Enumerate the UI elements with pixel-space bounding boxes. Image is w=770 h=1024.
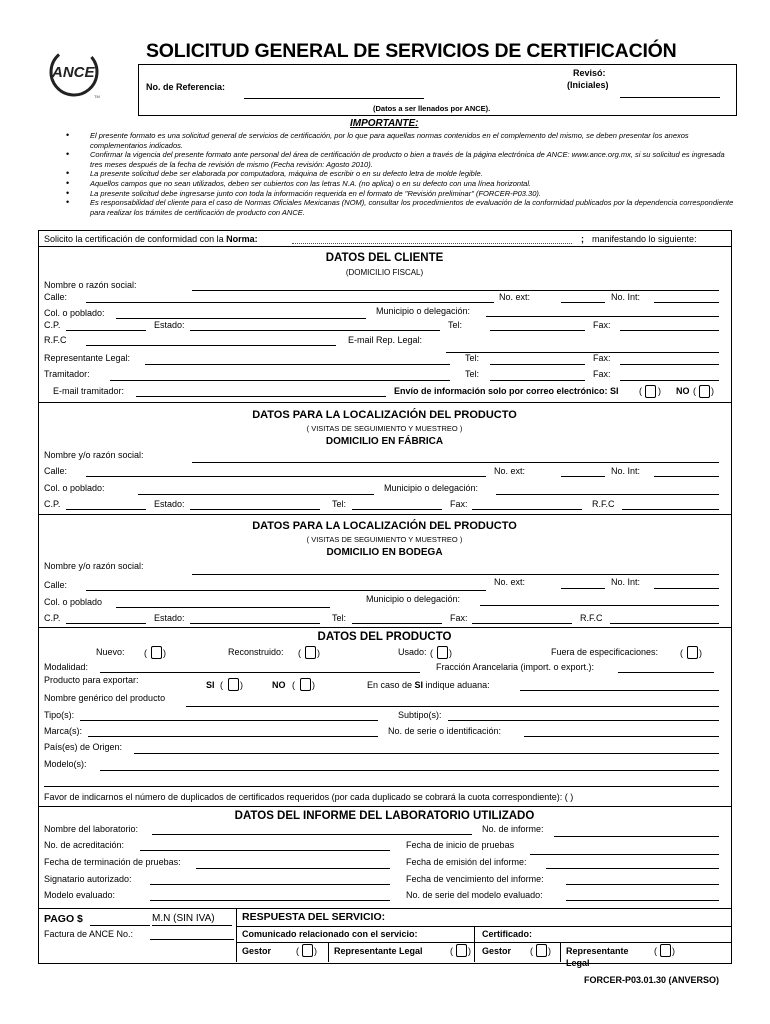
paren: ) — [699, 648, 702, 658]
cert-gestor-label: Gestor — [482, 946, 512, 956]
com-gestor-checkbox[interactable] — [302, 944, 313, 957]
paren: ) — [672, 946, 675, 956]
fabrica-tel-label: Tel: — [332, 499, 347, 509]
com-rep-checkbox[interactable] — [456, 944, 467, 957]
cliente-rep-label: Representante Legal: — [44, 353, 131, 363]
respuesta-title: RESPUESTA DEL SERVICIO: — [242, 911, 386, 923]
paren: ) — [312, 680, 315, 690]
exportar-si-label: SI — [206, 680, 215, 690]
fabrica-estado-input[interactable] — [190, 509, 320, 510]
note-item: • Confirmar la vigencia del presente formato ante personal del área de certificación de producto o bien a través de la página electrónica de ANCE: www.ance.org.mx, si su solicitud es ingresada tres meses después de la fecha de revisión de mismo (Fecha revisión: Agosto 2010). — [66, 150, 736, 169]
duplicados-label: Favor de indicarnos el número de duplicados de certificados requeridos (por cada duplicado se cobrará la cuota correspondiente): ( ) — [44, 792, 574, 802]
fabrica-noint-label: No. Int: — [611, 466, 641, 476]
bodega-noint-label: No. Int: — [611, 577, 641, 587]
fabrica-fax-input[interactable] — [472, 509, 582, 510]
certificado-label: Certificado: — [482, 929, 533, 939]
aduana-label: En caso de SI indique aduana: — [367, 680, 490, 690]
bodega-municipio-input[interactable] — [480, 605, 719, 606]
cert-rep-label-b: Legal — [566, 958, 590, 968]
cliente-rep-input[interactable] — [145, 364, 450, 365]
fabrica-cp-label: C.P. — [44, 499, 61, 509]
subtipos-input[interactable] — [448, 720, 719, 721]
norma-semicolon: ; — [581, 234, 584, 244]
lab-emision-label: Fecha de emisión del informe: — [406, 857, 527, 867]
ref-input[interactable] — [244, 98, 424, 99]
cliente-noext-input[interactable] — [561, 302, 605, 303]
lab-term-label: Fecha de terminación de pruebas: — [44, 857, 181, 867]
envio-label: Envío de información solo por correo electrónico: SI — [394, 386, 619, 396]
exportar-si-checkbox[interactable] — [228, 678, 239, 691]
paren: ) — [449, 648, 452, 658]
bodega-noext-input[interactable] — [561, 588, 605, 589]
bodega-municipio-label: Municipio o delegación: — [366, 594, 461, 604]
aduana-input[interactable] — [520, 690, 719, 691]
cliente-cp-label: C.P. — [44, 320, 61, 330]
fabrica-noint-input[interactable] — [654, 476, 719, 477]
fabrica-title: DATOS PARA LA LOCALIZACIÓN DEL PRODUCTO — [252, 409, 517, 421]
note-item: • El presente formato es una solicitud general de servicios de certificación, por lo que para aquellas normas contenidos en el complemento del mismo, se deben presentar los anexos complementarios indicados. — [66, 131, 736, 150]
modelos-input-2[interactable] — [44, 786, 719, 787]
fabrica-tel-input[interactable] — [352, 509, 442, 510]
reviso-label: Revisó: — [573, 68, 606, 78]
fabrica-municipio-label: Municipio o delegación: — [384, 483, 479, 493]
cliente-noext-label: No. ext: — [499, 292, 531, 302]
norma-label: Solicito la certificación de conformidad con la Norma: — [44, 234, 258, 244]
modalidad-input[interactable] — [100, 672, 420, 673]
fabrica-municipio-input[interactable] — [496, 494, 719, 495]
paren: ( — [144, 648, 147, 658]
cliente-calle-input[interactable] — [86, 302, 494, 303]
com-gestor-label: Gestor — [242, 946, 272, 956]
bodega-calle-input[interactable] — [86, 590, 486, 591]
factura-label: Factura de ANCE No.: — [44, 929, 134, 939]
fraccion-label: Fracción Arancelaria (import. o export.): — [436, 662, 595, 672]
cliente-col-input[interactable] — [116, 318, 366, 319]
cliente-noint-label: No. Int: — [611, 292, 641, 302]
marcas-input[interactable] — [88, 736, 378, 737]
lab-serie-label: No. de serie del modelo evaluado: — [406, 890, 543, 900]
lab-sign-label: Signatario autorizado: — [44, 874, 132, 884]
ance-note: (Datos a ser llenados por ANCE). — [373, 104, 491, 113]
exportar-no-checkbox[interactable] — [300, 678, 311, 691]
norma-tail: manifestando lo siguiente: — [592, 234, 697, 244]
lab-term-input[interactable] — [196, 868, 390, 869]
bodega-estado-input[interactable] — [190, 623, 320, 624]
serie-input[interactable] — [524, 736, 719, 737]
logo-tm: TM — [94, 94, 100, 99]
fabrica-calle-input[interactable] — [86, 476, 486, 477]
paren: ) — [468, 946, 471, 956]
envio-no-label: NO — [676, 386, 690, 396]
lab-nombre-label: Nombre del laboratorio: — [44, 824, 139, 834]
fabrica-sub2: DOMICILIO EN FÁBRICA — [325, 436, 444, 447]
paren: ) — [314, 946, 317, 956]
iniciales-input[interactable] — [620, 97, 720, 98]
bodega-noint-input[interactable] — [654, 588, 719, 589]
reconstruido-checkbox[interactable] — [305, 646, 316, 659]
cliente-calle-label: Calle: — [44, 292, 68, 302]
note-item: • La presente solicitud debe ser elaborada por computadora, máquina de escribir o en su defecto letra de molde legible. — [66, 169, 736, 179]
lab-modelo-label: Modelo evaluado: — [44, 890, 116, 900]
bodega-rfc-label: R.F.C — [580, 613, 603, 623]
modelos-label: Modelo(s): — [44, 759, 87, 769]
lab-inicio-label: Fecha de inicio de pruebas — [406, 840, 515, 850]
fuera-label: Fuera de especificaciones: — [551, 647, 659, 657]
paren: ( — [450, 946, 453, 956]
cliente-estado-input[interactable] — [190, 330, 440, 331]
pais-input[interactable] — [134, 753, 719, 754]
logo-text: ANCE — [52, 64, 95, 81]
bodega-subtitle: ( VISITAS DE SEGUIMIENTO Y MUESTREO ) — [306, 535, 463, 544]
nuevo-checkbox[interactable] — [151, 646, 162, 659]
cliente-email-rep-label: E-mail Rep. Legal: — [348, 335, 423, 345]
cliente-nombre-label: Nombre o razón social: — [44, 280, 137, 290]
bodega-calle-label: Calle: — [44, 580, 68, 590]
usado-checkbox[interactable] — [437, 646, 448, 659]
fabrica-rfc-input[interactable] — [622, 509, 719, 510]
usado-label: Usado: — [398, 647, 427, 657]
tipos-label: Tipo(s): — [44, 710, 75, 720]
lab-informe-label: No. de informe: — [482, 824, 544, 834]
page-title: SOLICITUD GENERAL DE SERVICIOS DE CERTIFICACIÓN — [146, 40, 677, 62]
fabrica-col-input[interactable] — [138, 494, 374, 495]
lab-nombre-input[interactable] — [152, 834, 472, 835]
bodega-tel-label: Tel: — [332, 613, 347, 623]
note-item: • Es responsabilidad del cliente para el caso de Normas Oficiales Mexicanas (NOM), consultar los procedimientos de evaluación de la conformidad publicados por la dependencia correspondiente para realizar los trámites de certificación de producto con ANCE. — [66, 198, 736, 217]
cliente-rfc-label: R.F.C — [44, 335, 67, 345]
pais-label: País(es) de Origen: — [44, 742, 123, 752]
cliente-rep-fax-input[interactable] — [620, 364, 719, 365]
modalidad-label: Modalidad: — [44, 662, 89, 672]
nuevo-label: Nuevo: — [96, 647, 125, 657]
envio-no-checkbox[interactable] — [699, 385, 710, 398]
bodega-tel-input[interactable] — [352, 623, 442, 624]
fabrica-col-label: Col. o poblado: — [44, 483, 105, 493]
cliente-email-tram-label: E-mail tramitador: — [53, 386, 125, 396]
lab-venc-input[interactable] — [566, 884, 719, 885]
modelos-input-1[interactable] — [100, 770, 719, 771]
cliente-rep-tel-label: Tel: — [465, 353, 480, 363]
bodega-estado-label: Estado: — [154, 613, 185, 623]
bodega-sub2: DOMICILIO EN BODEGA — [326, 547, 443, 558]
cliente-tram-label: Tramitador: — [44, 369, 90, 379]
cliente-rfc-input[interactable] — [86, 345, 336, 346]
bodega-nombre-input[interactable] — [192, 574, 719, 575]
paren: ( — [654, 946, 657, 956]
cliente-municipio-input[interactable] — [486, 316, 719, 317]
paren: ( — [430, 648, 433, 658]
note-item: • La presente solicitud debe ingresarse junto con toda la información requerida en el formato de "Revisión preliminar" (FORCER-P03.30). — [66, 189, 736, 199]
cliente-email-tram-input[interactable] — [136, 396, 386, 397]
cliente-estado-label: Estado: — [154, 320, 185, 330]
cliente-rep-fax-label: Fax: — [593, 353, 611, 363]
pago-mn: M.N (SIN IVA) — [152, 913, 215, 924]
lab-sign-input[interactable] — [150, 884, 390, 885]
fabrica-nombre-input[interactable] — [192, 462, 719, 463]
lab-venc-label: Fecha de vencimiento del informe: — [406, 874, 544, 884]
cliente-municipio-label: Municipio o delegación: — [376, 306, 471, 316]
lab-inicio-input[interactable] — [530, 854, 719, 855]
paren: ) — [658, 386, 661, 396]
generico-input[interactable] — [186, 706, 719, 707]
fabrica-cp-input[interactable] — [66, 509, 146, 510]
paren: ( — [680, 648, 683, 658]
pago-label: PAGO $ — [44, 913, 83, 925]
cliente-tram-tel-label: Tel: — [465, 369, 480, 379]
subtipos-label: Subtipo(s): — [398, 710, 442, 720]
pago-mn-underline — [152, 925, 232, 926]
exportar-label: Producto para exportar: — [44, 675, 139, 685]
factura-input[interactable] — [150, 939, 234, 940]
norma-input[interactable] — [292, 243, 572, 244]
bodega-fax-input[interactable] — [472, 623, 572, 624]
generico-label: Nombre genérico del producto — [44, 693, 166, 703]
lab-acred-input[interactable] — [140, 850, 390, 851]
cliente-tel-input[interactable] — [490, 330, 585, 331]
fabrica-calle-label: Calle: — [44, 466, 68, 476]
note-item: • Aquellos campos que no sean utilizados, deben ser cubiertos con las letras N.A. (no aplica) o en su defecto con una línea horizontal. — [66, 179, 736, 189]
paren: ) — [240, 680, 243, 690]
iniciales-label: (Iniciales) — [567, 80, 609, 90]
paren: ) — [711, 386, 714, 396]
cert-rep-label-a: Representante — [566, 946, 629, 956]
important-notes — [66, 131, 736, 217]
fabrica-noext-label: No. ext: — [494, 466, 526, 476]
fabrica-rfc-label: R.F.C — [592, 499, 615, 509]
bodega-cp-input[interactable] — [66, 623, 146, 624]
important-title: IMPORTANTE: — [350, 118, 419, 129]
bodega-nombre-label: Nombre y/o razón social: — [44, 561, 144, 571]
paren: ( — [296, 946, 299, 956]
producto-title: DATOS DEL PRODUCTO — [317, 631, 452, 643]
cliente-tram-tel-input[interactable] — [490, 380, 585, 381]
fraccion-input[interactable] — [618, 672, 714, 673]
bodega-fax-label: Fax: — [450, 613, 468, 623]
pago-input[interactable] — [90, 925, 150, 926]
ref-label: No. de Referencia: — [146, 82, 226, 92]
comunicado-label: Comunicado relacionado con el servicio: — [242, 929, 418, 939]
bodega-col-input[interactable] — [116, 607, 330, 608]
exportar-no-label: NO — [272, 680, 286, 690]
lab-title: DATOS DEL INFORME DEL LABORATORIO UTILIZADO — [234, 810, 535, 822]
paren: ( — [639, 386, 642, 396]
fabrica-noext-input[interactable] — [561, 476, 605, 477]
cliente-email-rep-input[interactable] — [446, 352, 719, 353]
tipos-input[interactable] — [80, 720, 378, 721]
cliente-rep-tel-input[interactable] — [490, 364, 585, 365]
paren: ( — [292, 680, 295, 690]
cliente-subtitle: (DOMICILIO FISCAL) — [345, 268, 424, 277]
serie-label: No. de serie o identificación: — [388, 726, 502, 736]
lab-informe-input[interactable] — [554, 836, 719, 837]
paren: ( — [220, 680, 223, 690]
cliente-nombre-input[interactable] — [192, 290, 719, 291]
marcas-label: Marca(s): — [44, 726, 82, 736]
cert-rep-checkbox[interactable] — [660, 944, 671, 957]
cliente-title: DATOS DEL CLIENTE — [325, 252, 444, 264]
cliente-tram-fax-input[interactable] — [620, 380, 719, 381]
fabrica-nombre-label: Nombre y/o razón social: — [44, 450, 144, 460]
paren: ) — [163, 648, 166, 658]
cliente-tram-input[interactable] — [110, 380, 450, 381]
fabrica-estado-label: Estado: — [154, 499, 185, 509]
bodega-col-label: Col. o poblado — [44, 597, 103, 607]
cliente-noint-input[interactable] — [654, 302, 719, 303]
paren: ) — [548, 946, 551, 956]
com-rep-label: Representante Legal — [334, 946, 423, 956]
envio-si-checkbox[interactable] — [645, 385, 656, 398]
cliente-tram-fax-label: Fax: — [593, 369, 611, 379]
footer-code: FORCER-P03.01.30 (ANVERSO) — [584, 975, 720, 985]
paren: ) — [317, 648, 320, 658]
cert-gestor-checkbox[interactable] — [536, 944, 547, 957]
bodega-cp-label: C.P. — [44, 613, 61, 623]
bodega-rfc-input[interactable] — [610, 623, 719, 624]
fabrica-fax-label: Fax: — [450, 499, 468, 509]
bodega-noext-label: No. ext: — [494, 577, 526, 587]
reconstruido-label: Reconstruido: — [228, 647, 284, 657]
lab-acred-label: No. de acreditación: — [44, 840, 125, 850]
lab-serie-input[interactable] — [566, 900, 719, 901]
paren: ( — [693, 386, 696, 396]
paren: ( — [530, 946, 533, 956]
cliente-fax-input[interactable] — [620, 330, 719, 331]
fuera-checkbox[interactable] — [687, 646, 698, 659]
cliente-fax-label: Fax: — [593, 320, 611, 330]
fabrica-subtitle: ( VISITAS DE SEGUIMIENTO Y MUESTREO ) — [306, 424, 463, 433]
cliente-cp-input[interactable] — [66, 330, 146, 331]
lab-emision-input[interactable] — [546, 868, 719, 869]
cliente-col-label: Col. o poblado: — [44, 308, 105, 318]
cliente-tel-label: Tel: — [448, 320, 463, 330]
paren: ( — [298, 648, 301, 658]
bodega-title: DATOS PARA LA LOCALIZACIÓN DEL PRODUCTO — [252, 520, 517, 532]
ance-logo — [48, 44, 104, 100]
lab-modelo-input[interactable] — [150, 900, 390, 901]
